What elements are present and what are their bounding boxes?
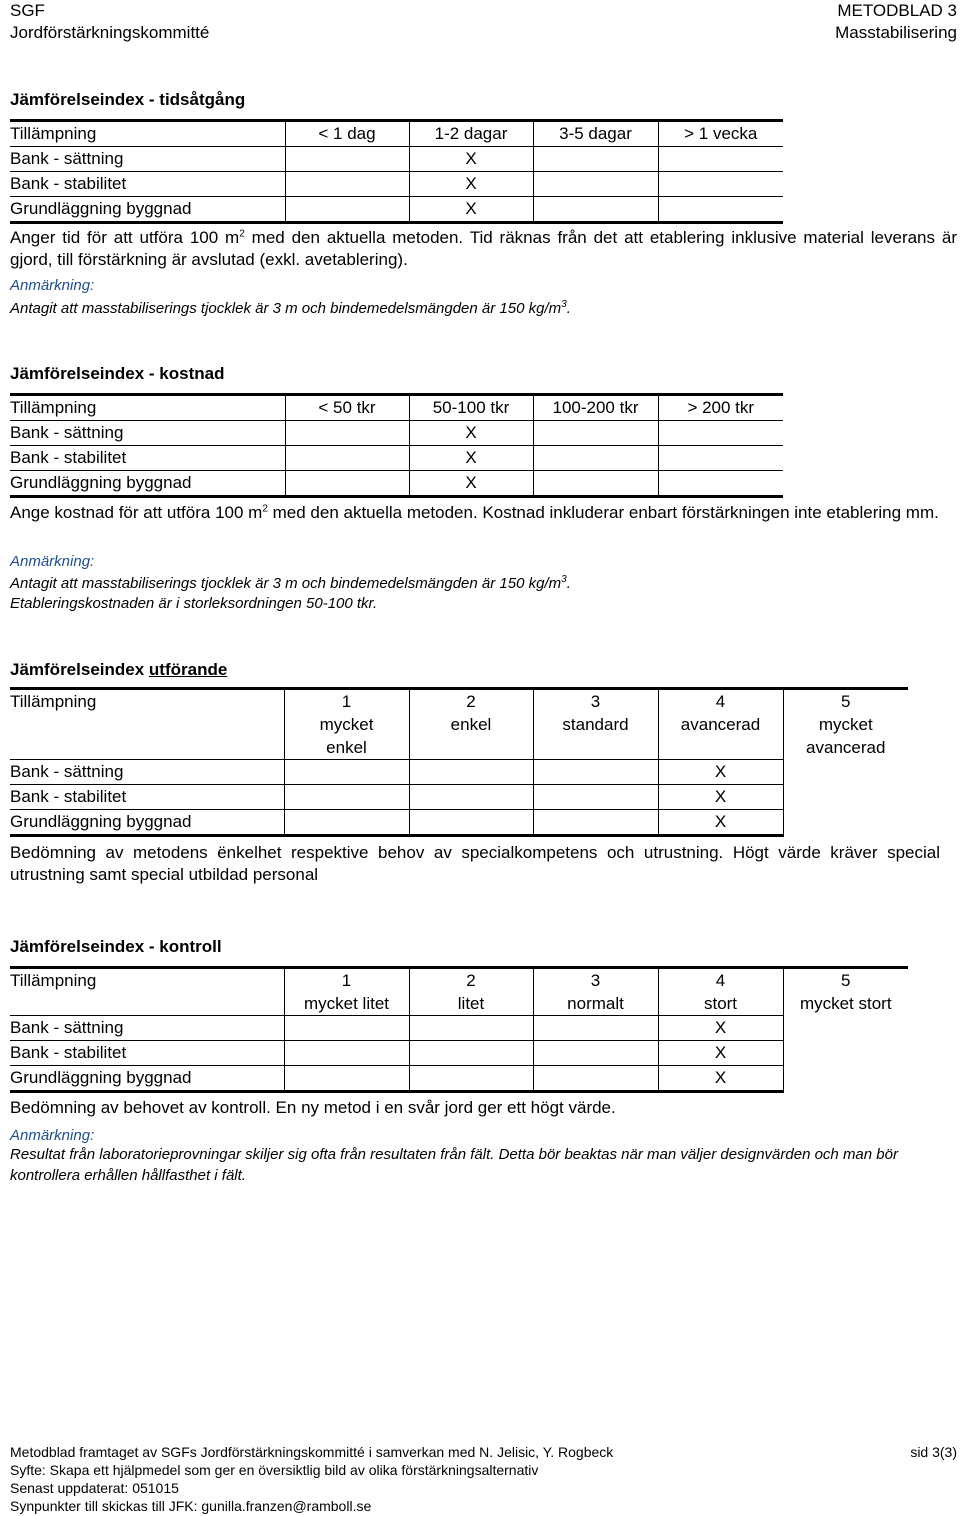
table-cell: [533, 172, 658, 197]
table-cell: X: [658, 785, 783, 810]
table-cell: X: [658, 1041, 783, 1066]
table-cell: [285, 446, 409, 471]
note-text-etablering: Etableringskostnaden är i storleksordningen 50-100 tkr.: [10, 595, 378, 612]
row-label: Bank - stabilitet: [10, 446, 285, 471]
table-row: [10, 421, 783, 446]
note-label: Anmärkning:: [10, 277, 95, 294]
table-cell: [409, 760, 533, 785]
table-cell: [409, 1066, 533, 1092]
table-row: [10, 760, 908, 785]
table-row: [10, 471, 783, 497]
table-cell: X: [658, 1066, 783, 1092]
section-text-kontroll: Bedömning av behovet av kontroll. En ny metod i en svår jord ger ett högt värde.: [10, 1098, 616, 1117]
column-header: 4 stort: [658, 968, 783, 1016]
table-cell: X: [409, 197, 533, 223]
section-title-tidsatgang: Jämförelseindex - tidsåtgång: [10, 90, 246, 109]
table-cell: [533, 1041, 658, 1066]
row-label: Bank - sättning: [10, 760, 284, 785]
table-tidsatgang: [10, 119, 783, 224]
table-row: [10, 1066, 908, 1092]
column-header: > 200 tkr: [658, 395, 783, 421]
table-cell: [533, 785, 658, 810]
header-method: Masstabilisering: [835, 23, 957, 42]
table-row: [10, 1016, 908, 1041]
column-header: 3 normalt: [533, 968, 658, 1016]
row-label: Bank - sättning: [10, 421, 285, 446]
table-cell: [533, 421, 658, 446]
table-cell: [533, 147, 658, 172]
table-cell: [409, 810, 533, 836]
table-cell: [783, 785, 908, 810]
footer-contact: Synpunkter till skickas till JFK: gunilla.franzen@ramboll.se: [10, 1498, 372, 1514]
row-label: Bank - stabilitet: [10, 1041, 284, 1066]
column-header: 3 standard: [533, 689, 658, 760]
table-cell: [285, 471, 409, 497]
note-label: Anmärkning:: [10, 553, 95, 570]
table-cell: [783, 1016, 908, 1041]
table-cell: [533, 446, 658, 471]
column-header: 5 mycket stort: [783, 968, 908, 1016]
table-cell: [284, 1016, 409, 1041]
table-row: [10, 446, 783, 471]
table-utforande: [10, 687, 908, 837]
table-header-row: [10, 968, 908, 1016]
table-kostnad: [10, 393, 783, 498]
table-kontroll: [10, 966, 908, 1093]
column-header: > 1 vecka: [658, 121, 783, 147]
table-cell: [284, 760, 409, 785]
table-row: [10, 172, 783, 197]
table-row: [10, 810, 908, 836]
table-cell: X: [409, 421, 533, 446]
table-cell: [658, 172, 783, 197]
table-cell: [409, 1016, 533, 1041]
column-header: 1 mycket litet: [284, 968, 409, 1016]
note-text-kontroll: Resultat från laboratorieprovningar skiljer sig ofta från resultaten från fält. Detta bör beaktas när man väljer designvärden och man bör kontrollera erhållen hållfasthet i fält.: [10, 1146, 898, 1184]
table-cell: [533, 1016, 658, 1041]
footer-updated: Senast uppdaterat: 051015: [10, 1480, 179, 1496]
table-cell: X: [409, 147, 533, 172]
note-text-kostnad: Antagit att masstabiliserings tjocklek är 3 m och bindemedelsmängden är 150 $kg/m^3$.: [10, 574, 571, 592]
column-header: 2 litet: [409, 968, 533, 1016]
column-header: Tillämpning: [10, 689, 284, 760]
table-row: [10, 1041, 908, 1066]
section-title-kostnad: Jämförelseindex - kostnad: [10, 364, 225, 383]
table-cell: X: [658, 760, 783, 785]
footer-purpose: Syfte: Skapa ett hjälpmedel som ger en översiktlig bild av olika förstärkningsalternativ: [10, 1462, 539, 1478]
table-cell: [783, 1066, 908, 1092]
section-text-tidsatgang: Anger tid för att utföra 100 $m^2$ med den aktuella metoden. Tid räknas från det att etablering inklusive material leverans är gjord, till förstärkning är avslutad (exkl. avetablering).: [10, 228, 957, 269]
column-header: 3-5 dagar: [533, 121, 658, 147]
column-header: 2 enkel: [409, 689, 533, 760]
footer-credits: Metodblad framtaget av SGFs Jordförstärkningskommitté i samverkan med N. Jelisic, Y. Rogbeck: [10, 1444, 614, 1460]
table-cell: [285, 147, 409, 172]
table-cell: [284, 785, 409, 810]
header-org: SGF: [10, 1, 45, 20]
table-header-row: [10, 689, 908, 760]
column-header: < 50 tkr: [285, 395, 409, 421]
column-header: 50-100 tkr: [409, 395, 533, 421]
table-cell: [284, 1066, 409, 1092]
column-header: 100-200 tkr: [533, 395, 658, 421]
table-cell: [285, 172, 409, 197]
column-header: < 1 dag: [285, 121, 409, 147]
table-row: [10, 147, 783, 172]
column-header: 4 avancerad: [658, 689, 783, 760]
column-header: 1-2 dagar: [409, 121, 533, 147]
table-cell: [783, 760, 908, 785]
table-header-row: [10, 395, 783, 421]
row-label: Grundläggning byggnad: [10, 810, 284, 836]
table-cell: [409, 1041, 533, 1066]
section-title-utforande: Jämförelseindex utförande: [10, 660, 228, 679]
section-title-kontroll: Jämförelseindex - kontroll: [10, 937, 222, 956]
column-header: 1 mycket enkel: [284, 689, 409, 760]
table-cell: [658, 197, 783, 223]
header-committee: Jordförstärkningskommitté: [10, 23, 210, 42]
table-cell: X: [658, 810, 783, 836]
note-label: Anmärkning:: [10, 1127, 95, 1144]
table-cell: [533, 760, 658, 785]
table-cell: [658, 421, 783, 446]
table-cell: [533, 810, 658, 836]
row-label: Grundläggning byggnad: [10, 197, 285, 223]
row-label: Grundläggning byggnad: [10, 1066, 284, 1092]
table-cell: [783, 1041, 908, 1066]
row-label: Bank - sättning: [10, 1016, 284, 1041]
table-row: [10, 785, 908, 810]
table-cell: [533, 471, 658, 497]
row-label: Bank - sättning: [10, 147, 285, 172]
section-text-utforande: Bedömning av metodens ёnkelhet respektive behov av specialkompetens och utrustning. Högt värde kräver special utrustning samt special utbildad personal: [10, 843, 940, 884]
table-cell: X: [409, 172, 533, 197]
table-cell: [658, 147, 783, 172]
table-cell: [409, 785, 533, 810]
table-cell: X: [658, 1016, 783, 1041]
note-text-tidsatgang: Antagit att masstabiliserings tjocklek är 3 m och bindemedelsmängden är 150 $kg/m^3$.: [10, 299, 571, 317]
column-header: Tillämpning: [10, 121, 285, 147]
row-label: Bank - stabilitet: [10, 785, 284, 810]
table-cell: [285, 197, 409, 223]
table-cell: [284, 1041, 409, 1066]
column-header: 5 mycket avancerad: [783, 689, 908, 760]
table-cell: [783, 810, 908, 836]
table-cell: [658, 446, 783, 471]
table-header-row: [10, 121, 783, 147]
table-row: [10, 197, 783, 223]
table-cell: [284, 810, 409, 836]
table-cell: [533, 197, 658, 223]
table-cell: [658, 471, 783, 497]
section-text-kostnad: Ange kostnad för att utföra 100 $m^2$ med den aktuella metoden. Kostnad inkluderar enbart förstärkningen inte etablering mm.: [10, 503, 939, 522]
row-label: Grundläggning byggnad: [10, 471, 285, 497]
table-cell: X: [409, 446, 533, 471]
row-label: Bank - stabilitet: [10, 172, 285, 197]
column-header: Tillämpning: [10, 395, 285, 421]
header-doc-id: METODBLAD 3: [837, 1, 957, 20]
footer-page-number: sid 3(3): [910, 1444, 957, 1460]
column-header: Tillämpning: [10, 968, 284, 1016]
table-cell: [533, 1066, 658, 1092]
table-cell: X: [409, 471, 533, 497]
table-cell: [285, 421, 409, 446]
